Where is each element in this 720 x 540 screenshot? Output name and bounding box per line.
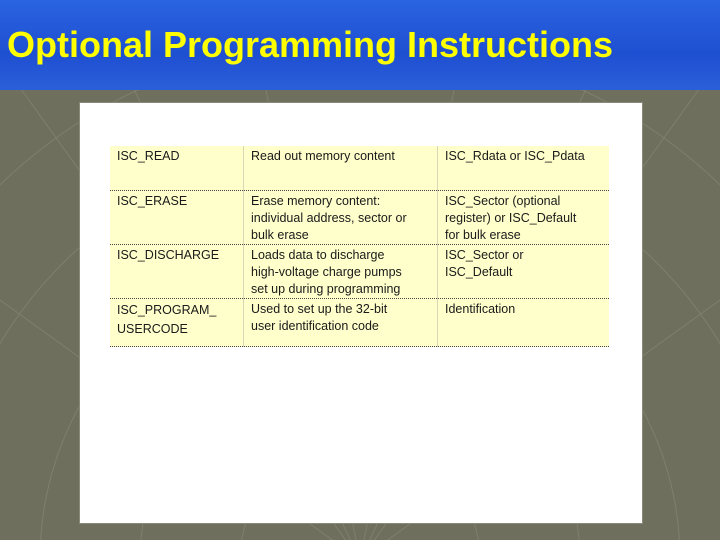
instruction-description: Read out memory content — [244, 146, 438, 190]
instruction-register: ISC_Sector (optional register) or ISC_Default for bulk erase — [438, 190, 610, 244]
table-row — [110, 298, 609, 346]
table-row — [110, 244, 609, 298]
instruction-name: ISC_ERASE — [110, 190, 244, 244]
instruction-name: ISC_PROGRAM_ USERCODE — [110, 298, 244, 346]
instruction-name: ISC_DISCHARGE — [110, 244, 244, 298]
instruction-description: Erase memory content: individual address, sector or bulk erase — [244, 190, 438, 244]
slide-title: Optional Programming Instructions — [7, 24, 614, 65]
instruction-table — [110, 146, 609, 347]
table-row — [110, 146, 609, 190]
instruction-register: ISC_Rdata or ISC_Pdata — [438, 146, 610, 190]
instruction-register: ISC_Sector or ISC_Default — [438, 244, 610, 298]
instruction-register: Identification — [438, 298, 610, 346]
instruction-description: Loads data to discharge high-voltage charge pumps set up during programming — [244, 244, 438, 298]
table-row — [110, 190, 609, 244]
title-bar — [0, 0, 720, 90]
instruction-description: Used to set up the 32-bit user identification code — [244, 298, 438, 346]
instruction-name: ISC_READ — [110, 146, 244, 190]
